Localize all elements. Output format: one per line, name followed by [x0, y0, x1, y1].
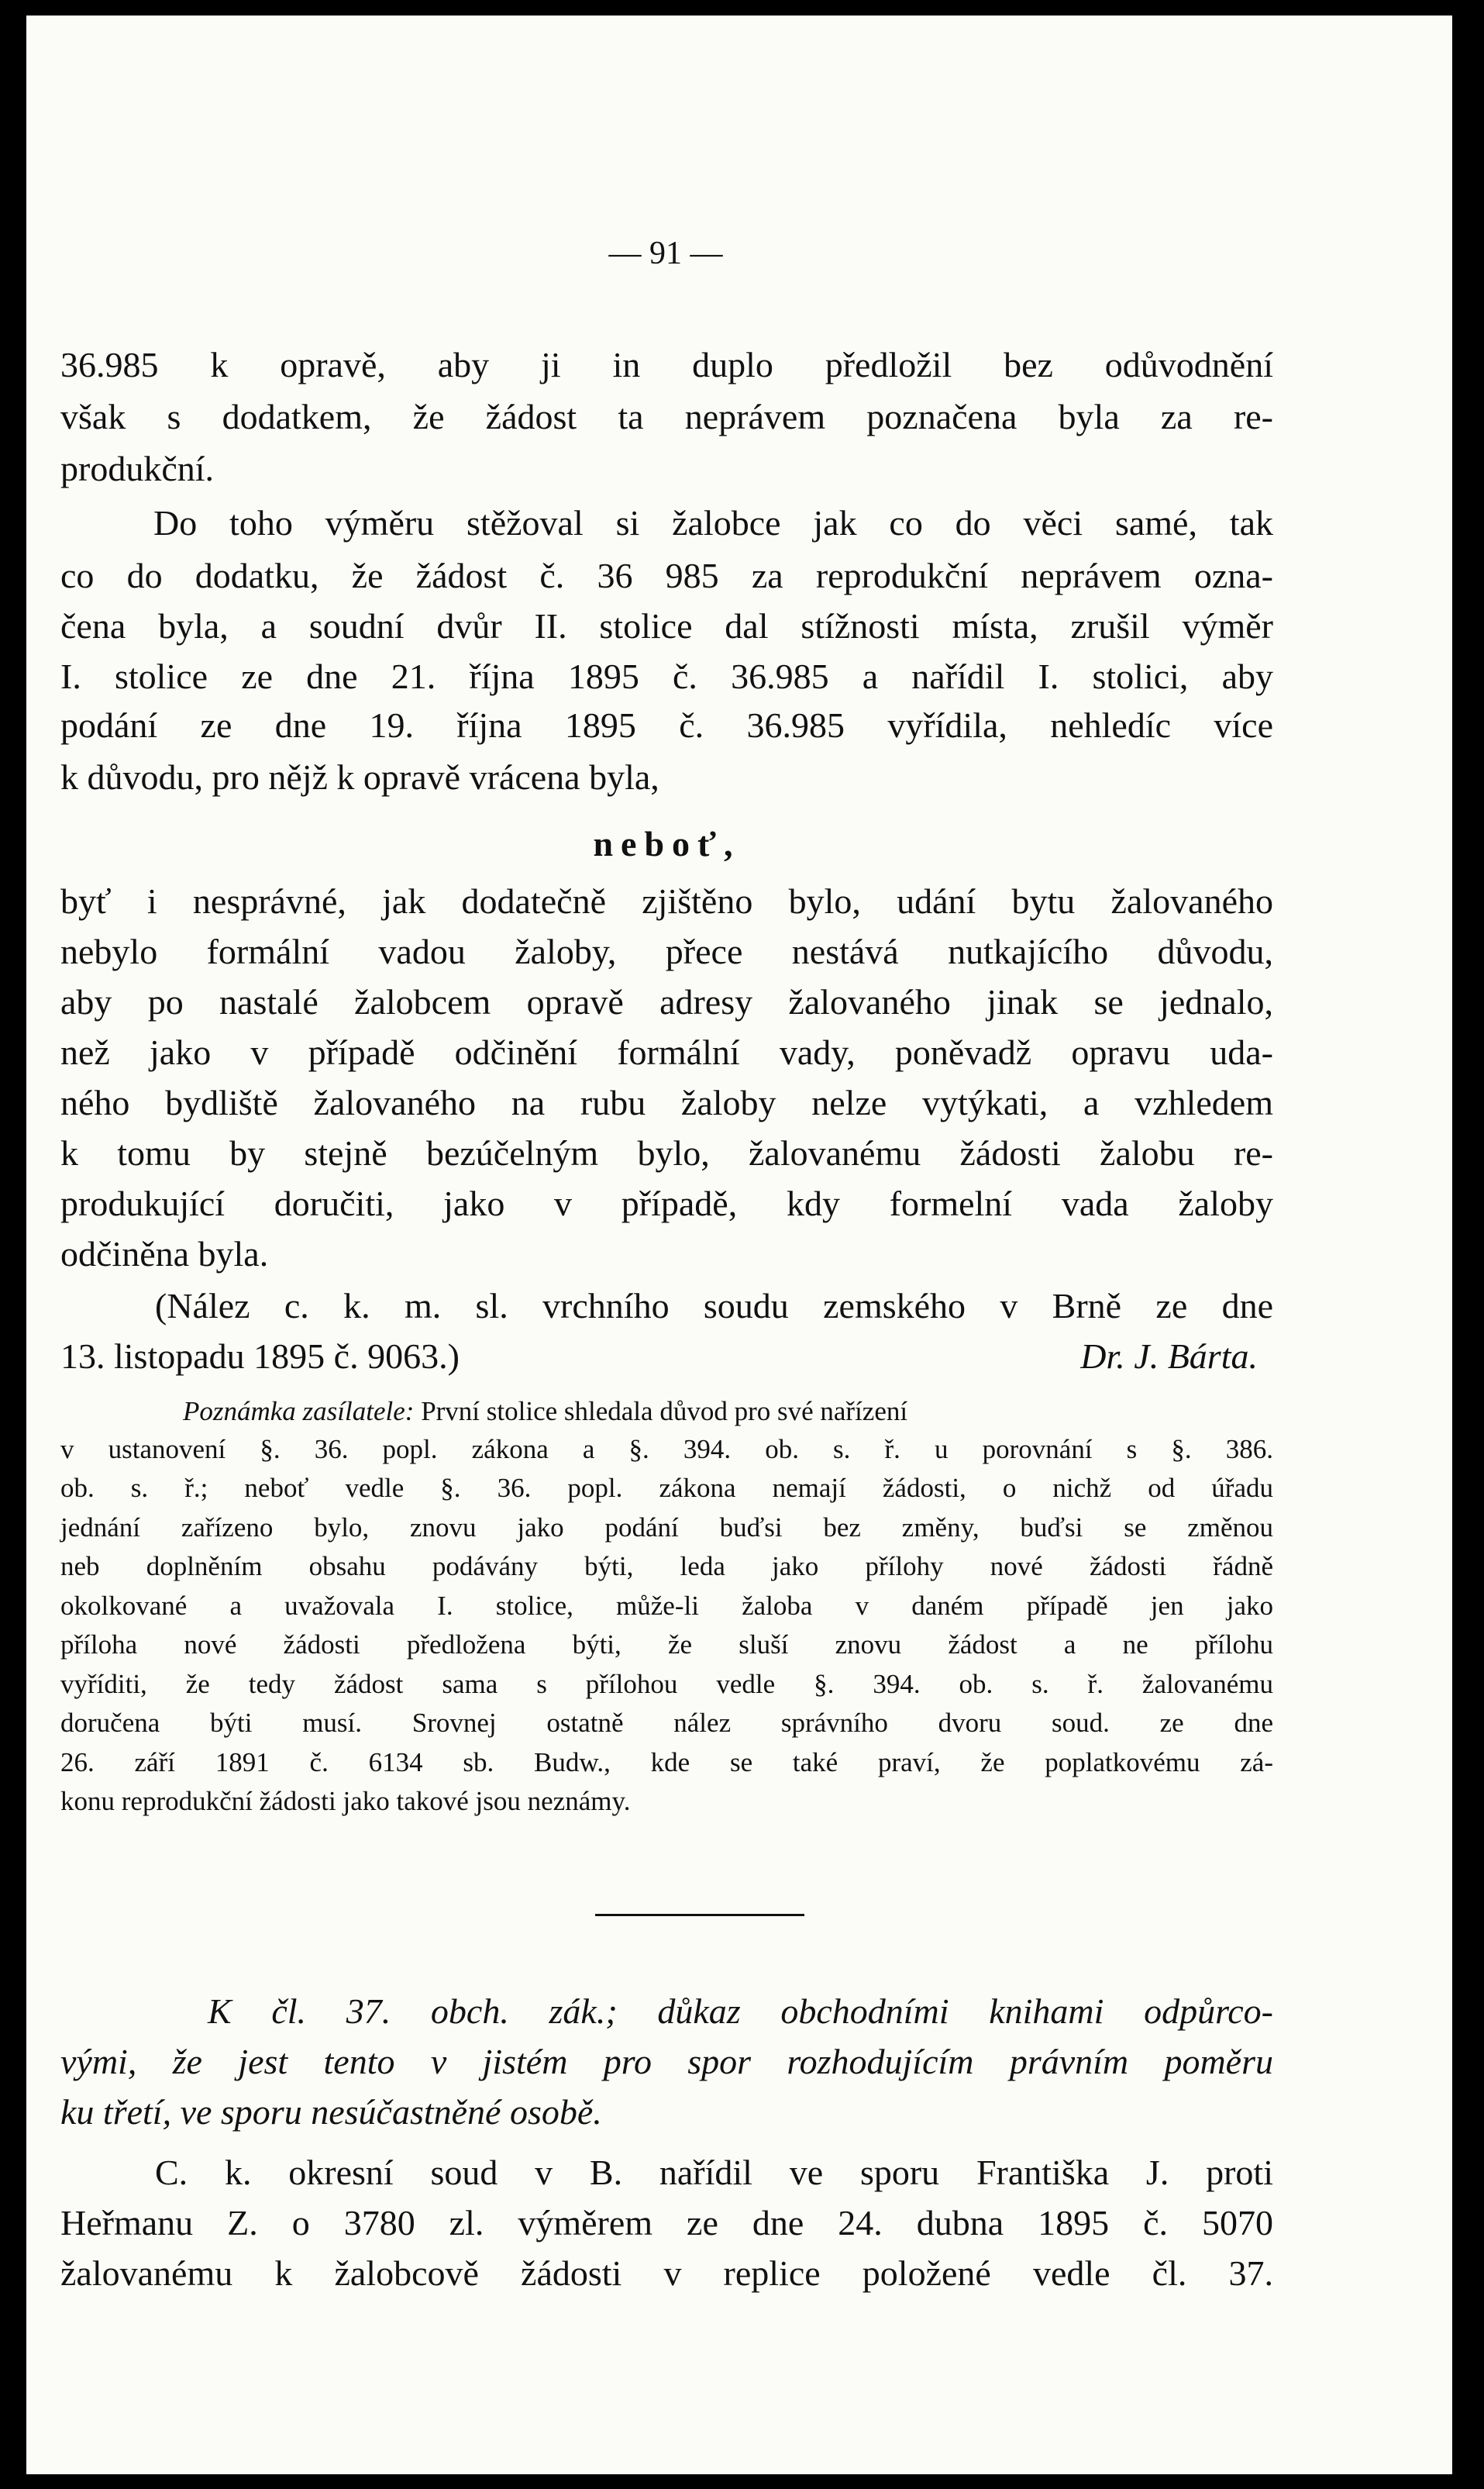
paragraph-2-line-2: co do dodatku, že žádost č. 36 985 za reprodukční neprávem ozna- — [60, 556, 1273, 595]
note-line-10: 26. září 1891 č. 6134 sb. Budw., kde se také praví, že poplatkovému zá- — [60, 1747, 1273, 1777]
final-paragraph-line-3: žalovanému k žalobcově žádosti v replice položené vedle čl. 37. — [60, 2253, 1273, 2293]
note-line-11: konu reprodukční žádosti jako takové jsou neznámy. — [60, 1786, 631, 1816]
paragraph-2-line-5: podání ze dne 19. října 1895 č. 36.985 vyřídila, nehledíc více — [60, 705, 1273, 745]
note-line-2: v ustanovení §. 36. popl. zákona a §. 394. ob. s. ř. u porovnání s §. 386. — [60, 1434, 1273, 1464]
paragraph-3-line-8: odčiněna byla. — [60, 1234, 269, 1274]
page-number: — 91 — — [608, 236, 723, 271]
paragraph-3-line-4: než jako v případě odčinění formální vady, poněvadž opravu uda- — [60, 1032, 1273, 1072]
heading-line-3: ku třetí, ve sporu nesúčastněné osobě. — [60, 2092, 602, 2132]
note-line-5: neb doplněním obsahu podávány býti, leda jako přílohy nové žádosti řádně — [60, 1551, 1273, 1581]
note-line-7: příloha nové žádosti předložena býti, že sluší znovu žádost a ne přílohu — [60, 1629, 1273, 1660]
note-line-9: doručena býti musí. Srovnej ostatně nález správního dvoru soud. ze dne — [60, 1708, 1273, 1738]
note-line-8: vyříditi, že tedy žádost sama s přílohou vedle §. 394. ob. s. ř. žalovanému — [60, 1669, 1273, 1699]
paragraph-3-line-6: k tomu by stejně bezúčelným bylo, žalovanému žádosti žalobu re- — [60, 1133, 1273, 1173]
book-page — [26, 16, 1452, 2474]
paragraph-3-line-5: ného bydliště žalovaného na rubu žaloby nelze vytýkati, a vzhledem — [60, 1083, 1273, 1122]
note-label: Poznámka zasílatele: — [183, 1396, 415, 1426]
citation-line-1: (Nález c. k. m. sl. vrchního soudu zemského v Brně ze dne — [155, 1286, 1273, 1326]
note-line-4: jednání zařízeno bylo, znovu jako podání buďsi bez změny, buďsi se změnou — [60, 1512, 1273, 1543]
paragraph-3-line-7: produkující doručiti, jako v případě, kdy formelní vada žaloby — [60, 1184, 1273, 1223]
heading-line-2: vými, že jest tento v jistém pro spor rozhodujícím právním poměru — [60, 2042, 1273, 2081]
final-paragraph-line-1: C. k. okresní soud v B. nařídil ve sporu Františka J. proti — [155, 2153, 1273, 2192]
paragraph-1-line-1: 36.985 k opravě, aby ji in duplo předložil bez odůvodnění — [60, 345, 1273, 384]
centered-word: neboť, — [593, 824, 741, 864]
paragraph-3-line-2: nebylo formální vadou žaloby, přece nestává nutkajícího důvodu, — [60, 932, 1273, 971]
paragraph-2-line-1: Do toho výměru stěžoval si žalobce jak co do věci samé, tak — [153, 503, 1273, 543]
paragraph-1-line-2: však s dodatkem, že žádost ta neprávem poznačena byla za re- — [60, 397, 1273, 436]
paragraph-2-line-6: k důvodu, pro nějž k opravě vrácena byla, — [60, 757, 659, 797]
note-first-line-rest: První stolice shledala důvod pro své nařízení — [421, 1396, 908, 1426]
heading-line-1: K čl. 37. obch. zák.; důkaz obchodními knihami odpůrco- — [208, 1991, 1273, 2031]
paragraph-1-line-3: produkční. — [60, 449, 215, 488]
note-line-6: okolkované a uvažovala I. stolice, může-li žaloba v daném případě jen jako — [60, 1591, 1273, 1621]
paragraph-2-line-4: I. stolice ze dne 21. října 1895 č. 36.985 a nařídil I. stolici, aby — [60, 657, 1273, 696]
citation-line-2: 13. listopadu 1895 č. 9063.) — [60, 1336, 460, 1376]
paragraph-3-line-3: aby po nastalé žalobcem opravě adresy žalovaného jinak se jednalo, — [60, 982, 1273, 1022]
paragraph-2-line-3: čena byla, a soudní dvůr II. stolice dal stížnosti místa, zrušil výměr — [60, 606, 1273, 646]
note-line-3: ob. s. ř.; neboť vedle §. 36. popl. zákona nemají žádosti, o nichž od úřadu — [60, 1473, 1273, 1503]
paragraph-3-line-1: byť i nesprávné, jak dodatečně zjištěno bylo, udání bytu žalovaného — [60, 881, 1273, 921]
final-paragraph-line-2: Heřmanu Z. o 3780 zl. výměrem ze dne 24. dubna 1895 č. 5070 — [60, 2203, 1273, 2243]
note-first-line — [183, 1398, 1273, 1425]
signature: Dr. J. Bárta. — [1080, 1336, 1258, 1376]
section-divider — [595, 1914, 804, 1916]
